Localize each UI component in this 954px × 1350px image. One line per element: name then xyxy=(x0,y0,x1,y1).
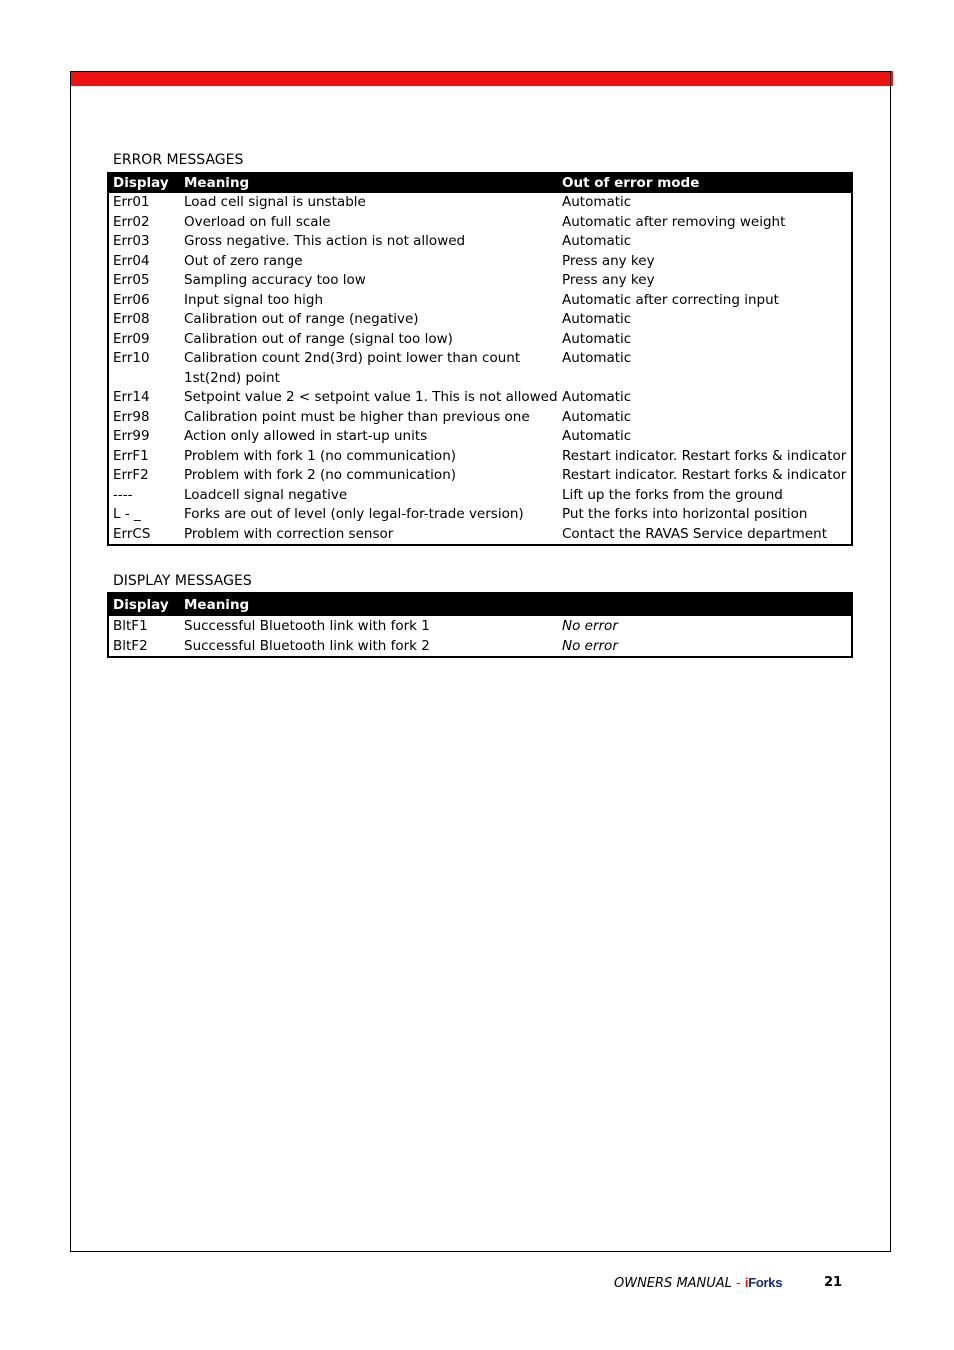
error-table-header xyxy=(109,174,851,193)
table-row xyxy=(109,271,851,291)
cell-mode: Restart indicator. Restart forks & indicator xyxy=(562,447,847,464)
cell-meaning: Out of zero range xyxy=(184,252,303,269)
cell-display: Err99 xyxy=(113,428,150,444)
header-meaning: Meaning xyxy=(184,597,250,613)
table-row xyxy=(109,252,851,272)
cell-mode: Press any key xyxy=(562,272,655,288)
cell-display: Err10 xyxy=(113,350,150,366)
cell-display: BltF2 xyxy=(113,638,148,654)
cell-display: Err08 xyxy=(113,311,150,327)
cell-status: No error xyxy=(562,618,618,634)
cell-mode: Automatic xyxy=(562,408,632,425)
display-messages-table xyxy=(107,592,853,658)
table-row xyxy=(109,616,851,636)
cell-meaning: Successful Bluetooth link with fork 2 xyxy=(184,638,430,654)
error-table-body xyxy=(109,193,851,544)
brand-i: i xyxy=(744,1275,749,1290)
table-row xyxy=(109,232,851,252)
table-row xyxy=(109,466,851,486)
cell-mode: Automatic after correcting input xyxy=(562,291,779,308)
table-row xyxy=(109,349,851,388)
cell-mode: Put the forks into horizontal position xyxy=(562,506,808,522)
cell-display: ErrCS xyxy=(113,525,151,542)
cell-meaning: Sampling accuracy too low xyxy=(184,272,366,288)
cell-display: Err04 xyxy=(113,252,150,269)
cell-display: Err02 xyxy=(113,213,150,230)
cell-display: ErrF2 xyxy=(113,467,149,483)
cell-meaning: Load cell signal is unstable xyxy=(184,194,366,210)
table-row xyxy=(109,447,851,467)
cell-mode: Automatic xyxy=(562,194,632,210)
error-messages-table xyxy=(107,172,853,546)
header-display: Display xyxy=(113,597,169,613)
table-row xyxy=(109,193,851,213)
cell-meaning: Calibration out of range (negative) xyxy=(184,311,419,327)
cell-meaning: Calibration out of range (signal too low) xyxy=(184,330,453,347)
table-row xyxy=(109,408,851,428)
cell-meaning: Input signal too high xyxy=(184,291,324,308)
header-meaning: Meaning xyxy=(184,175,250,191)
table-row xyxy=(109,388,851,408)
page-number: 21 xyxy=(824,1275,843,1290)
header-display: Display xyxy=(113,175,169,191)
cell-meaning: Calibration count 2nd(3rd) point lower than count 1st(2nd) point xyxy=(184,350,521,386)
cell-meaning: Problem with fork 2 (no communication) xyxy=(184,467,457,483)
table-row xyxy=(109,486,851,506)
table-row xyxy=(109,636,851,656)
cell-status: No error xyxy=(562,638,618,654)
cell-mode: Automatic after removing weight xyxy=(562,213,786,230)
footer-dash: - xyxy=(736,1276,741,1291)
cell-mode: Automatic xyxy=(562,330,632,347)
cell-display: ErrF1 xyxy=(113,447,149,464)
cell-meaning: Forks are out of level (only legal-for-trade version) xyxy=(184,506,524,522)
table-row xyxy=(109,291,851,311)
brand-forks: Forks xyxy=(748,1275,783,1290)
cell-meaning: Calibration point must be higher than previous one xyxy=(184,408,530,425)
footer-manual-label: OWNERS MANUAL xyxy=(614,1276,732,1291)
table-row xyxy=(109,330,851,350)
cell-display: ---- xyxy=(113,486,133,503)
cell-mode: Automatic xyxy=(562,389,632,405)
cell-meaning: Action only allowed in start-up units xyxy=(184,428,428,444)
cell-meaning: Setpoint value 2 < setpoint value 1. This is not allowed xyxy=(184,389,558,405)
cell-mode: Lift up the forks from the ground xyxy=(562,486,783,503)
cell-mode: Automatic xyxy=(562,233,632,249)
table-row xyxy=(109,427,851,447)
table-row xyxy=(109,310,851,330)
display-messages-title: DISPLAY MESSAGES xyxy=(113,573,252,589)
display-table-header xyxy=(109,594,851,616)
display-table-body xyxy=(109,616,851,656)
cell-mode: Restart indicator. Restart forks & indicator xyxy=(562,467,847,483)
cell-display: L - _ xyxy=(113,506,141,522)
cell-display: Err01 xyxy=(113,194,150,210)
cell-mode: Press any key xyxy=(562,252,655,269)
cell-meaning: Loadcell signal negative xyxy=(184,486,348,503)
table-row xyxy=(109,525,851,545)
cell-display: Err14 xyxy=(113,389,150,405)
table-row xyxy=(109,213,851,233)
cell-display: Err06 xyxy=(113,291,150,308)
cell-display: Err03 xyxy=(113,233,150,249)
error-messages-title: ERROR MESSAGES xyxy=(113,152,244,168)
cell-meaning: Successful Bluetooth link with fork 1 xyxy=(184,618,430,634)
cell-meaning: Gross negative. This action is not allowed xyxy=(184,233,466,249)
cell-meaning: Problem with correction sensor xyxy=(184,525,394,542)
cell-display: Err98 xyxy=(113,408,150,425)
cell-display: Err05 xyxy=(113,272,150,288)
footer-brand-logo xyxy=(745,1275,782,1290)
header-out-of-error-mode: Out of error mode xyxy=(562,175,700,191)
cell-display: Err09 xyxy=(113,330,150,347)
cell-mode: Automatic xyxy=(562,350,632,366)
page-footer xyxy=(614,1274,782,1293)
cell-mode: Automatic xyxy=(562,428,632,444)
cell-meaning: Problem with fork 1 (no communication) xyxy=(184,447,457,464)
cell-mode: Automatic xyxy=(562,311,632,327)
cell-display: BltF1 xyxy=(113,618,148,634)
cell-mode: Contact the RAVAS Service department xyxy=(562,525,827,542)
cell-meaning: Overload on full scale xyxy=(184,213,331,230)
table-row xyxy=(109,505,851,525)
